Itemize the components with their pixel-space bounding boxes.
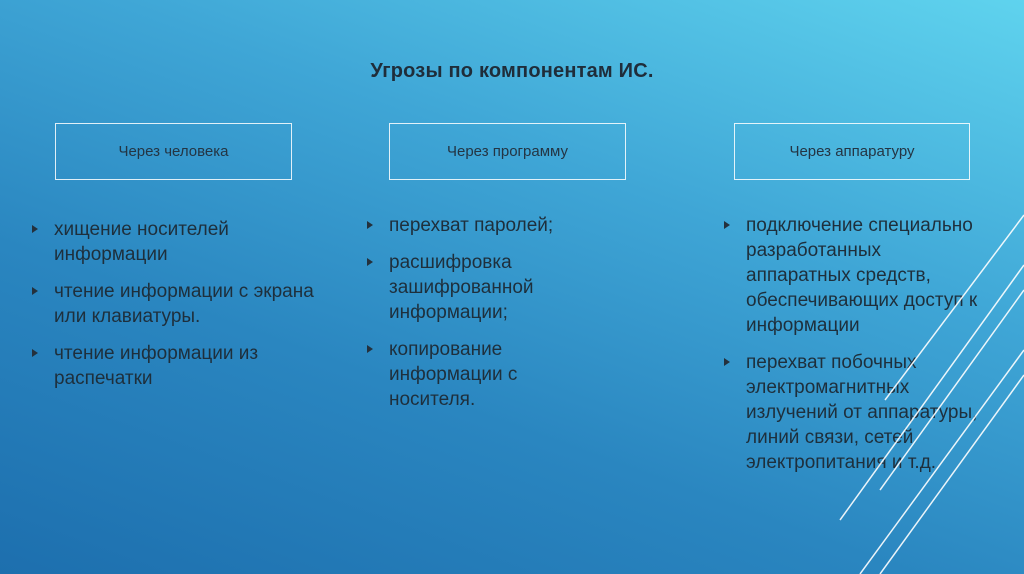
triangle-bullet-icon <box>32 287 38 295</box>
triangle-bullet-icon <box>724 221 730 229</box>
triangle-bullet-icon <box>367 258 373 266</box>
triangle-bullet-icon <box>724 358 730 366</box>
list-item: расшифровка зашифрованной информации; <box>365 250 595 325</box>
list-item: чтение информации из распечатки <box>30 341 330 391</box>
category-box-hardware <box>734 123 970 180</box>
category-box-human <box>55 123 292 180</box>
category-label: Через человека <box>118 143 229 160</box>
triangle-bullet-icon <box>367 345 373 353</box>
list-item: подключение специально разработанных аппаратных средств, обеспечивающих доступ к информации <box>722 213 982 338</box>
category-box-software <box>389 123 626 180</box>
category-label: Через программу <box>447 143 568 160</box>
list-item: перехват паролей; <box>365 213 595 238</box>
list-item: копирование информации с носителя. <box>365 337 595 412</box>
threat-list-software <box>365 213 595 424</box>
threat-list-human <box>30 217 330 403</box>
slide-title: Угрозы по компонентам ИС. <box>370 60 654 82</box>
list-item: хищение носителей информации <box>30 217 330 267</box>
list-item: чтение информации с экрана или клавиатуры. <box>30 279 330 329</box>
triangle-bullet-icon <box>367 221 373 229</box>
triangle-bullet-icon <box>32 349 38 357</box>
triangle-bullet-icon <box>32 225 38 233</box>
list-item: перехват побочных электромагнитных излучений от аппаратуры, линий связи, сетей электропитания и т.д. <box>722 350 982 475</box>
threat-list-hardware <box>722 213 982 487</box>
category-label: Через аппаратуру <box>789 143 915 160</box>
